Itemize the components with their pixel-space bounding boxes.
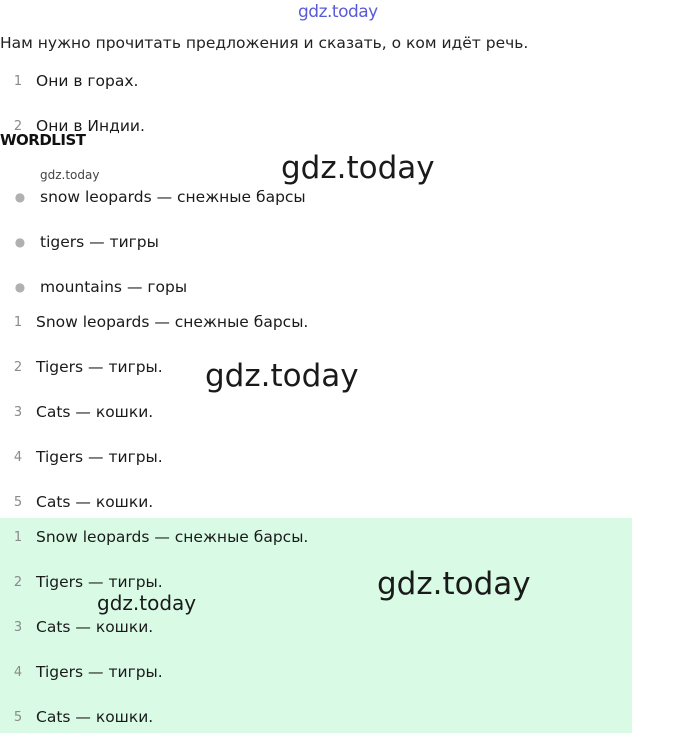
line-number: 1 (13, 314, 23, 330)
line-number: 2 (13, 359, 23, 375)
wordlist-text: snow leopards — снежные барсы (40, 188, 306, 206)
wordlist-item (0, 275, 600, 299)
line-text: Tigers — тигры. (36, 663, 163, 681)
line-number: 1 (13, 529, 23, 545)
bullet-icon: ● (14, 190, 26, 204)
line-text: Cats — кошки. (36, 403, 154, 421)
line-text: Snow leopards — снежные барсы. (36, 313, 309, 331)
watermark-small: gdz.today (40, 168, 100, 182)
wordlist-item (0, 185, 600, 209)
answer-line (0, 615, 600, 639)
answer-line (0, 705, 600, 729)
line-text: Tigers — тигры. (36, 448, 163, 466)
line-text: Они в горах. (36, 72, 139, 90)
line-number: 1 (13, 73, 23, 89)
line-number: 3 (13, 619, 23, 635)
task-line-clipped (0, 112, 600, 135)
line-text: Tigers — тигры. (36, 573, 163, 591)
line-number: 5 (13, 494, 23, 510)
answer-line (0, 445, 600, 469)
intro-text: Нам нужно прочитать предложения и сказать, о ком идёт речь. (0, 34, 529, 52)
line-number: 2 (13, 118, 23, 134)
line-number: 4 (13, 664, 23, 680)
line-number: 5 (13, 709, 23, 725)
line-number: 4 (13, 449, 23, 465)
bullet-icon: ● (14, 280, 26, 294)
line-text: Tigers — тигры. (36, 358, 163, 376)
wordlist-text: tigers — тигры (40, 233, 159, 251)
watermark-large: gdz.today (205, 358, 359, 394)
line-text: Snow leopards — снежные барсы. (36, 528, 309, 546)
answer-line (0, 525, 600, 549)
bullet-icon: ● (14, 235, 26, 249)
task-line (0, 69, 600, 93)
task-line (0, 114, 600, 138)
line-number: 2 (13, 574, 23, 590)
line-number: 3 (13, 404, 23, 420)
watermark-large: gdz.today (281, 150, 435, 186)
answer-line (0, 310, 600, 334)
line-text: Они в Индии. (36, 117, 145, 135)
wordlist-item (0, 230, 600, 254)
line-text: Cats — кошки. (36, 708, 154, 726)
watermark-medium: gdz.today (97, 591, 197, 615)
line-text: Cats — кошки. (36, 618, 154, 636)
answer-line (0, 400, 600, 424)
line-text: Cats — кошки. (36, 493, 154, 511)
watermark-top: gdz.today (298, 2, 378, 22)
answer-line (0, 660, 600, 684)
watermark-large: gdz.today (377, 566, 531, 602)
wordlist-heading: WORDLIST (0, 131, 86, 149)
wordlist-text: mountains — горы (40, 278, 188, 296)
answer-line (0, 490, 600, 514)
